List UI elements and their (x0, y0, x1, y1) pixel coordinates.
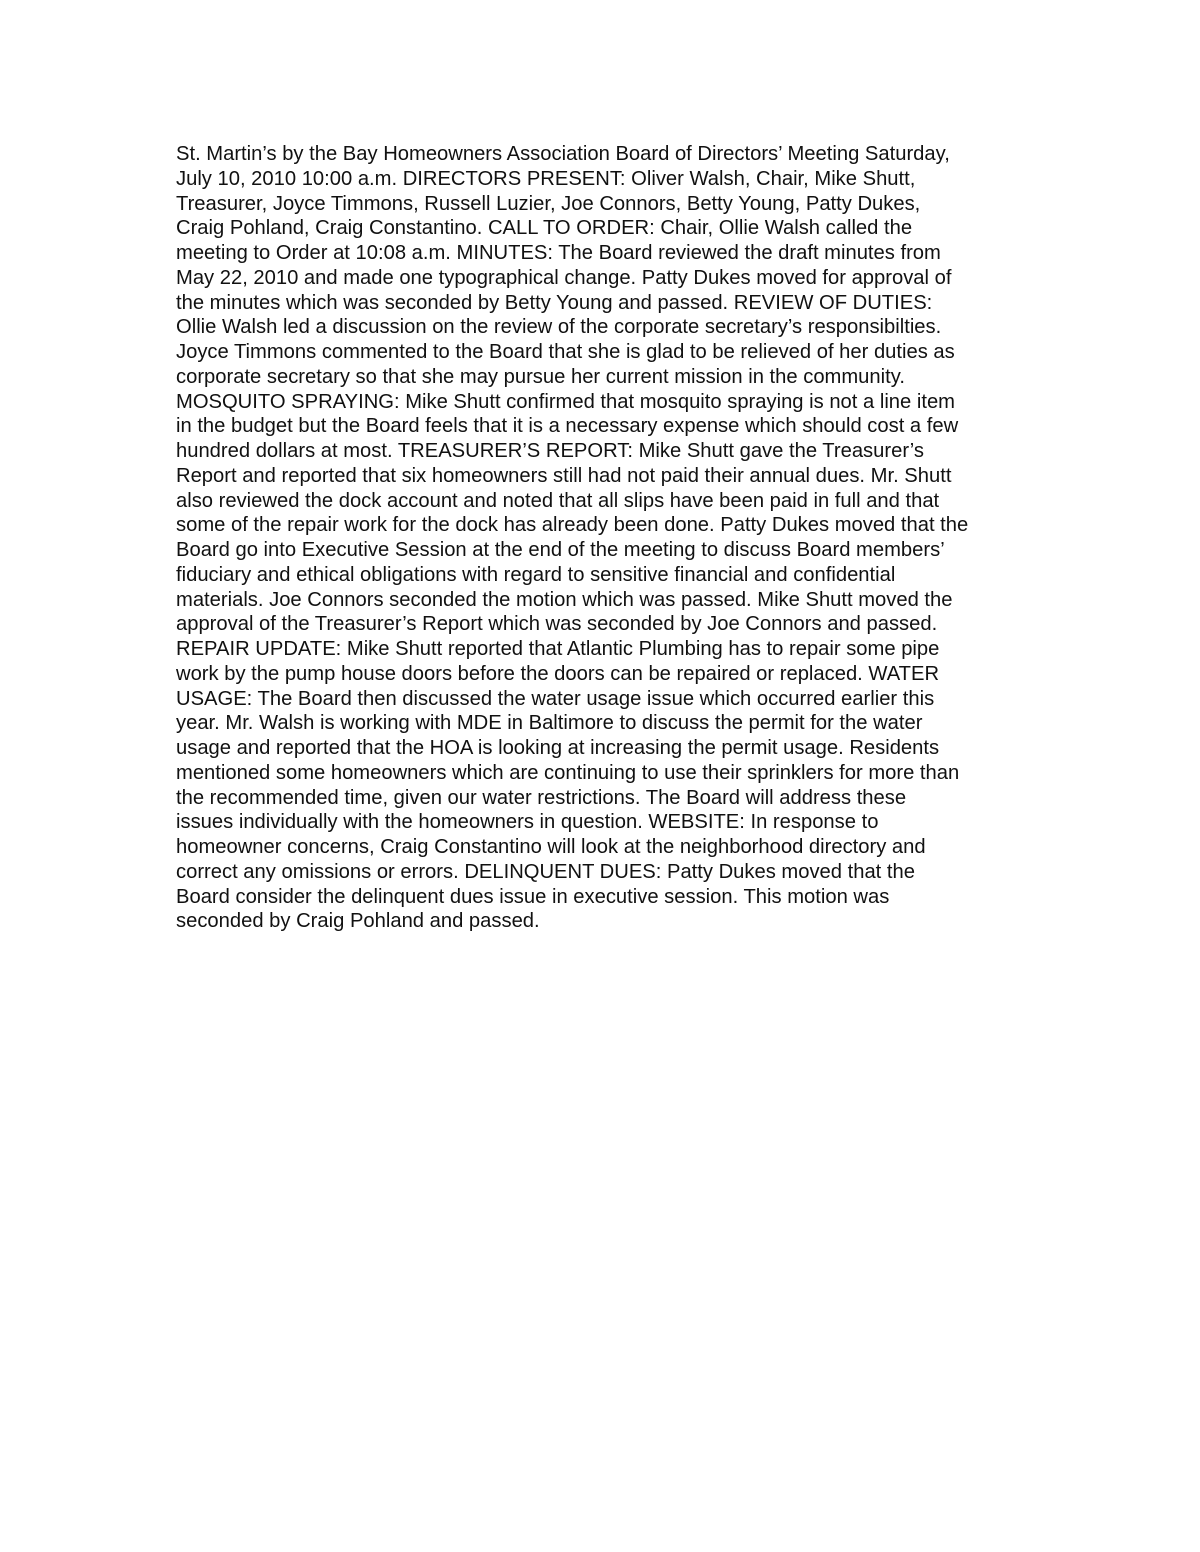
text-line: seconded by Craig Pohland and passed. (176, 910, 540, 933)
meeting-minutes-text (176, 142, 1036, 934)
text-line: the recommended time, given our water restrictions. The Board will address these (176, 786, 907, 809)
text-line: Ollie Walsh led a discussion on the review of the corporate secretary’s responsibilties. (176, 316, 942, 339)
text-line: hundred dollars at most. TREASURER’S REPORT: Mike Shutt gave the Treasurer’s (176, 440, 924, 462)
text-line: fiduciary and ethical obligations with regard to sensitive financial and confidential (176, 563, 896, 586)
text-line: also reviewed the dock account and noted that all slips have been paid in full and that (176, 489, 940, 512)
text-line: Report and reported that six homeowners still had not paid their annual dues. Mr. Shutt (176, 464, 952, 487)
text-line: Board consider the delinquent dues issue in executive session. This motion was (176, 885, 890, 908)
text-line: MOSQUITO SPRAYING: Mike Shutt confirmed that mosquito spraying is not a line item (176, 390, 956, 413)
text-line: Board go into Executive Session at the end of the meeting to discuss Board members’ (176, 539, 945, 561)
text-line: mentioned some homeowners which are continuing to use their sprinklers for more than (176, 761, 960, 784)
text-line: St. Martin’s by the Bay Homeowners Association Board of Directors’ Meeting Saturday, (176, 143, 950, 165)
text-line: approval of the Treasurer’s Report which was seconded by Joe Connors and passed. (176, 613, 938, 636)
text-line: homeowner concerns, Craig Constantino will look at the neighborhood directory and (176, 836, 926, 858)
text-line: July 10, 2010 10:00 a.m. DIRECTORS PRESENT: Oliver Walsh, Chair, Mike Shutt, (176, 167, 916, 190)
text-line: Joyce Timmons commented to the Board that she is glad to be relieved of her duties as (176, 341, 955, 363)
text-line: REPAIR UPDATE: Mike Shutt reported that Atlantic Plumbing has to repair some pipe (176, 638, 940, 660)
text-line: USAGE: The Board then discussed the water usage issue which occurred earlier this (176, 687, 935, 710)
text-line: Craig Pohland, Craig Constantino. CALL TO ORDER: Chair, Ollie Walsh called the (176, 217, 913, 240)
text-line: the minutes which was seconded by Betty Young and passed. REVIEW OF DUTIES: (176, 291, 933, 314)
text-line: meeting to Order at 10:08 a.m. MINUTES: The Board reviewed the draft minutes from (176, 242, 941, 264)
text-line: usage and reported that the HOA is looking at increasing the permit usage. Residents (176, 737, 940, 759)
text-line: correct any omissions or errors. DELINQUENT DUES: Patty Dukes moved that the (176, 860, 915, 883)
text-line: materials. Joe Connors seconded the motion which was passed. Mike Shutt moved the (176, 588, 953, 611)
text-line: issues individually with the homeowners in question. WEBSITE: In response to (176, 811, 879, 834)
text-line: work by the pump house doors before the doors can be repaired or replaced. WATER (176, 662, 940, 685)
text-line: year. Mr. Walsh is working with MDE in Baltimore to discuss the permit for the water (176, 712, 923, 735)
text-line: Treasurer, Joyce Timmons, Russell Luzier, Joe Connors, Betty Young, Patty Dukes, (176, 192, 921, 215)
text-line: corporate secretary so that she may pursue her current mission in the community. (176, 365, 905, 388)
text-line: in the budget but the Board feels that it is a necessary expense which should cost a few (176, 415, 959, 438)
text-line: May 22, 2010 and made one typographical change. Patty Dukes moved for approval of (176, 266, 952, 289)
text-line: some of the repair work for the dock has already been done. Patty Dukes moved that the (176, 514, 969, 537)
